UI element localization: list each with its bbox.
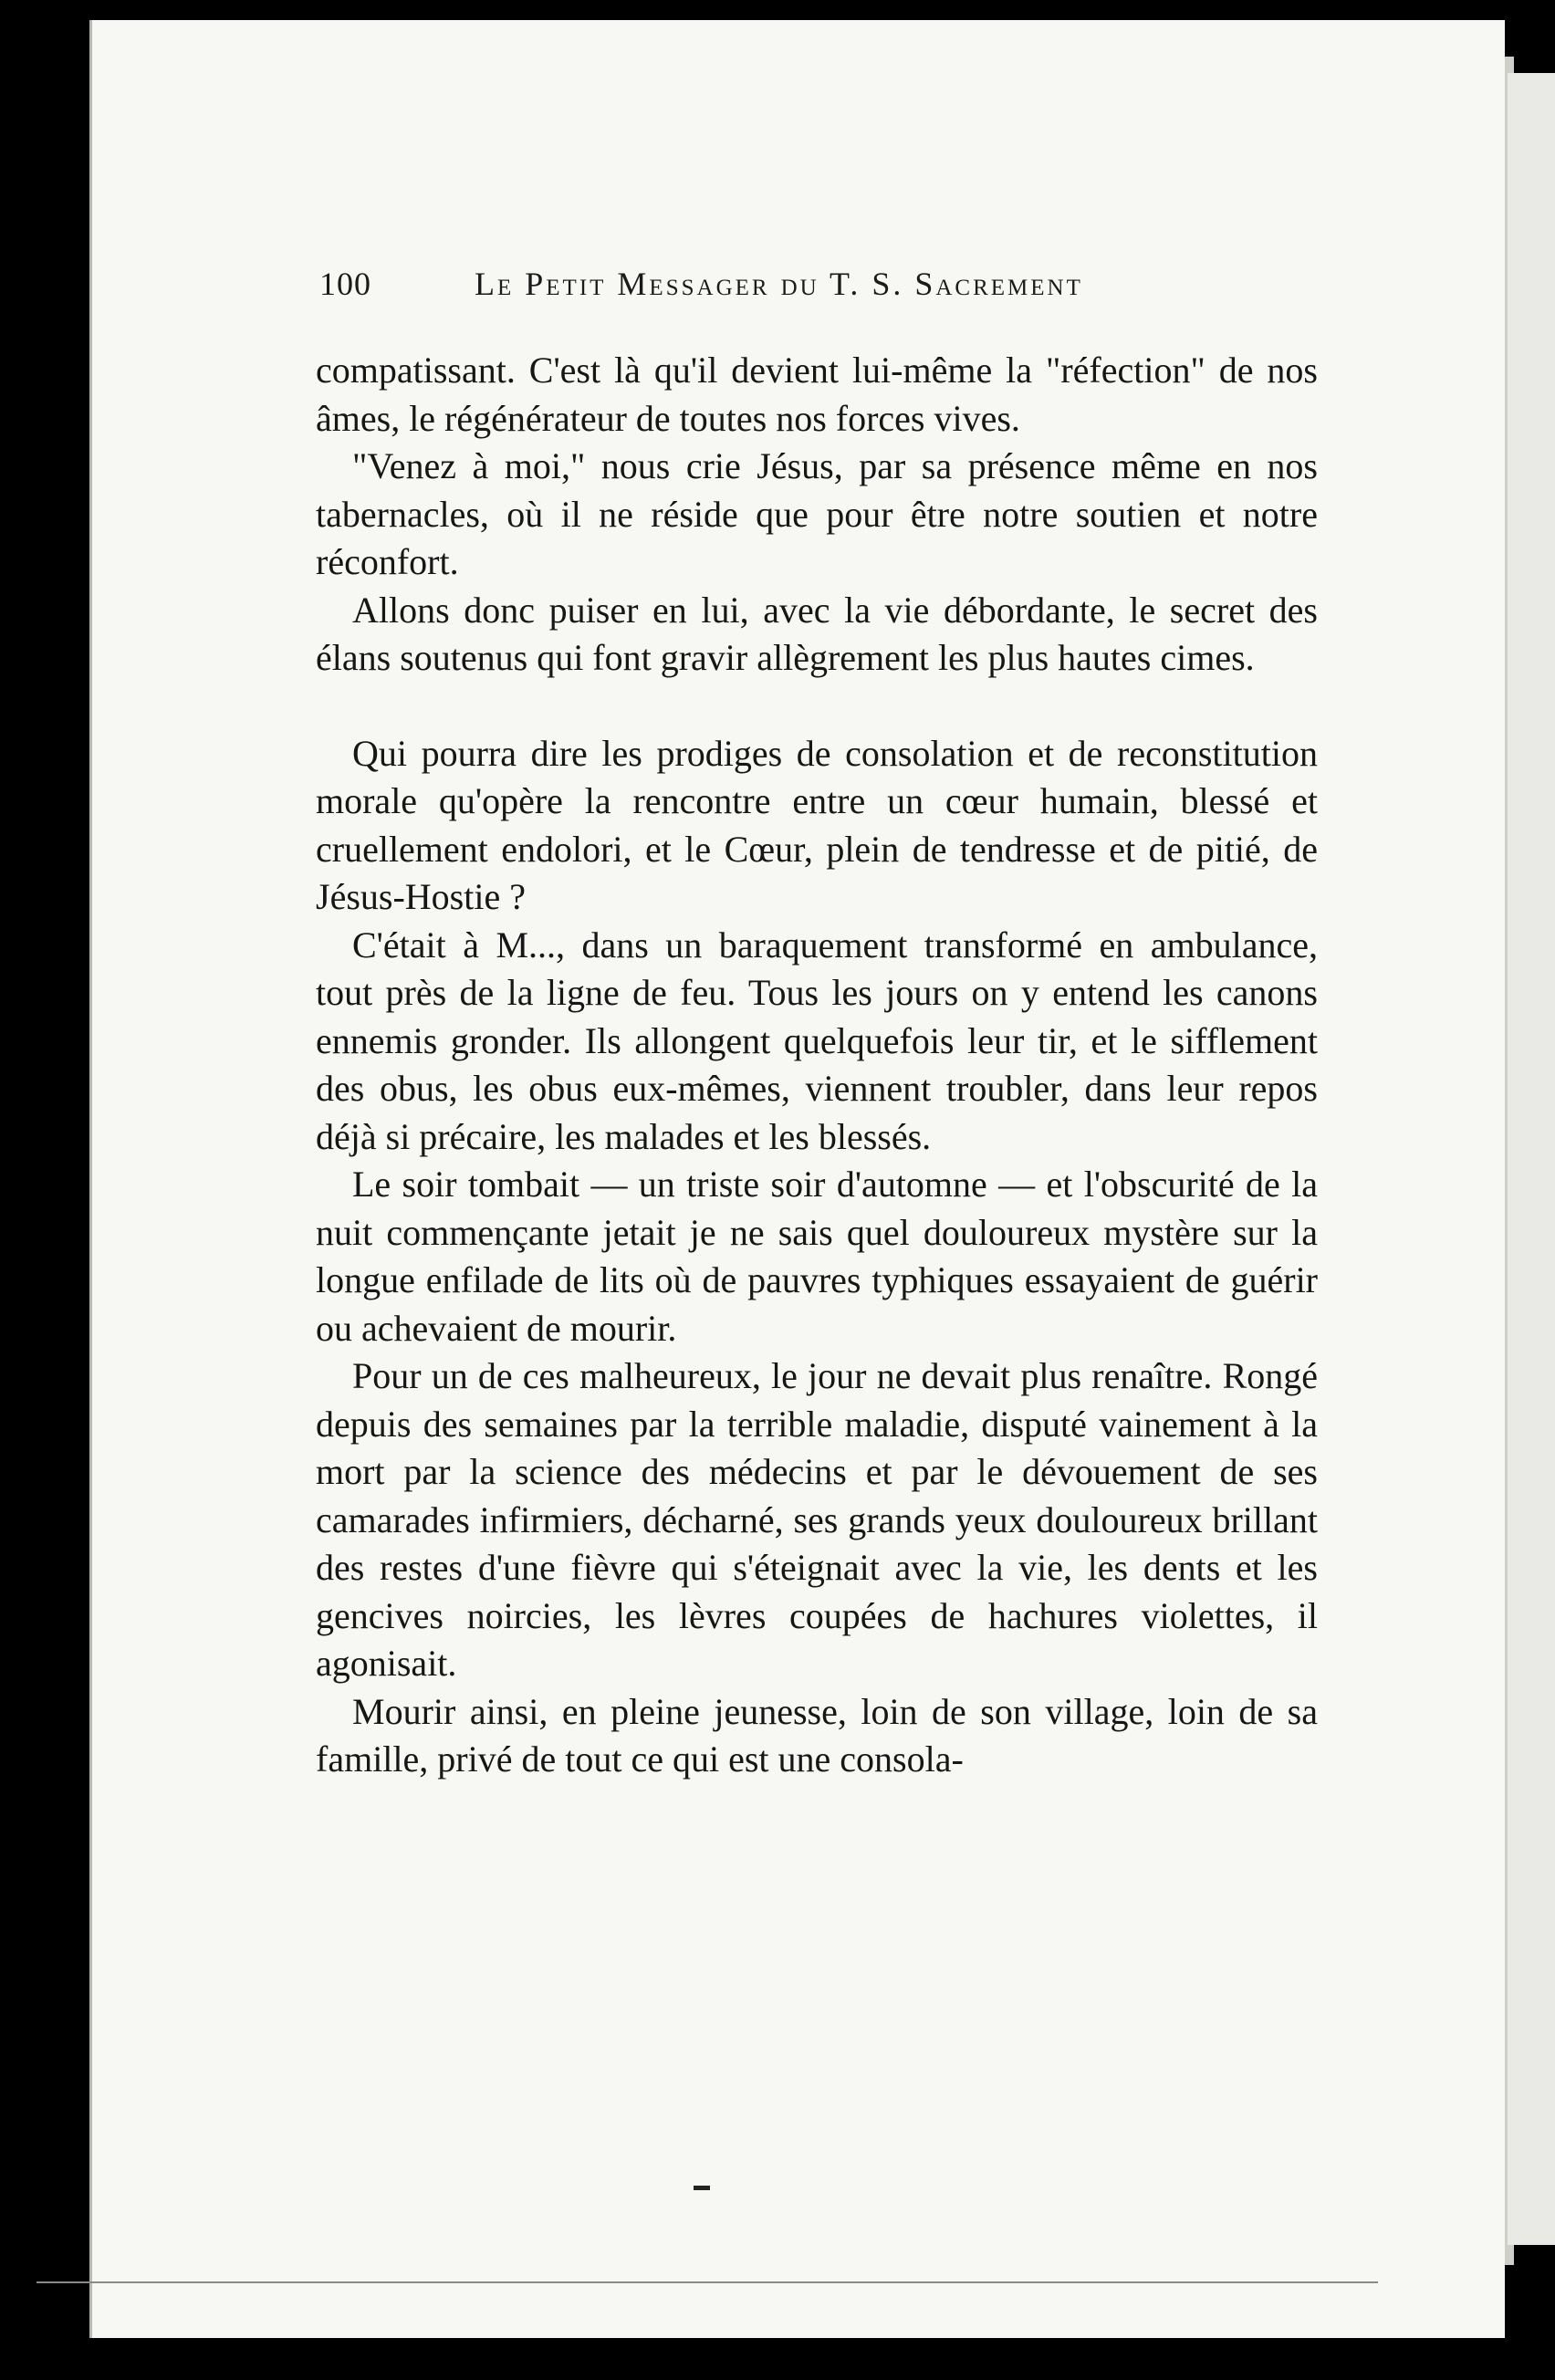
page-number: 100 (319, 266, 371, 302)
printer-mark (694, 2186, 710, 2190)
paragraph-7: Pour un de ces malheureux, le jour ne devait plus renaître. Rongé depuis des semaines par la terrible maladie, disputé vainement à la mort par la science des médecins et par le dévouement de ses camarades infirmiers, décharné, ses grands yeux douloureux brillant des restes d'une fièvre qui s'éteignait avec la vie, les dents et les gencives noircies, les lèvres coupées de hachures violettes, il agonisait. (316, 1355, 1318, 1684)
paragraph-5: C'était à M..., dans un baraquement transformé en ambulance, tout près de la ligne de feu. Tous les jours on y entend les canons ennemis gronder. Ils allongent quelquefois leur tir, et le sifflement des obus, les obus eux-mêmes, viennent troubler, dans leur repos déjà si précaire, les malades et les blessés. (316, 924, 1318, 1157)
paragraph-6: Le soir tombait — un triste soir d'automne — et l'obscurité de la nuit commençante jetait je ne sais quel douloureux mystère sur la longue enfilade de lits où de pauvres typhiques essayaient de guérir ou achevaient de mourir. (316, 1164, 1318, 1349)
paragraph-4: Qui pourra dire les prodiges de consolation et de reconstitution morale qu'opère la rencontre entre un cœur humain, blessé et cruellement endolori, et le Cœur, plein de tendresse et de pitié, de Jésus-Hostie ? (316, 732, 1318, 917)
running-head (319, 265, 1323, 310)
body-text (316, 347, 1318, 1784)
facing-page-edge (1508, 73, 1555, 2245)
paragraph-8: Mourir ainsi, en pleine jeunesse, loin de son village, loin de sa famille, privé de tout ce qui est une consola- (316, 1690, 1318, 1780)
running-title: Le Petit Messager du T. S. Sacrement (475, 266, 1083, 302)
paragraph-3: Allons donc puiser en lui, avec la vie débordante, le secret des élans soutenus qui font gravir allègrement les plus hautes cimes. (316, 589, 1318, 678)
paragraph-1: compatissant. C'est là qu'il devient lui-même la "réfection" de nos âmes, le régénérateur de toutes nos forces vives. (316, 350, 1318, 439)
page-bottom-edge (37, 2281, 1378, 2283)
paragraph-2: "Venez à moi," nous crie Jésus, par sa présence même en nos tabernacles, où il ne réside que pour être notre soutien et notre réconfort. (316, 445, 1318, 582)
